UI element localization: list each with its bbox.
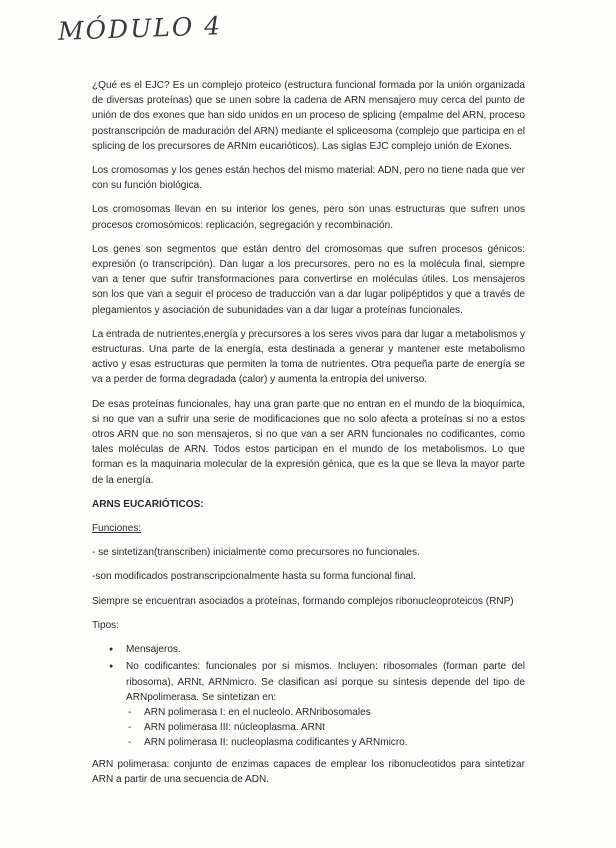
list-item <box>126 659 525 750</box>
tipo-no-codificantes: No codificantes: funcionales por si mismos. Incluyen: ribosomales (forman parte del ribosoma), ARNt, ARNmicro. Se clasifican así porque su síntesis depende del tipo de ARNpolimerasa. Se sintetizan en: <box>126 661 525 703</box>
funciones-label: Funciones: <box>92 523 142 535</box>
section-heading: ARNS EUCARIÓTICOS: <box>92 498 204 510</box>
funcion-item-2: -son modificados postranscripcionalmente hasta su forma funcional final. <box>92 571 416 583</box>
tipos-list <box>92 642 525 750</box>
paragraph-ejc: ¿Qué es el EJC? Es un complejo proteico (estructura funcional formada por la unión organizada de diversas proteínas) que se unen sobre la cadena de ARN mensajero muy cerca del punto de unión de dos exones que han sido unidos en un proceso de splicing (empalme del ARN, proceso postranscripción de maduración del ARN) mediante el spliceosoma (complejo que participa en el splicing de los precursores de ARNm eucarióticos). Las siglas EJC complejo unión de Exones. <box>92 80 525 152</box>
list-item <box>126 642 525 657</box>
tipos-label: Tipos: <box>92 619 119 631</box>
paragraph-genes: Los genes son segmentos que están dentro del cromosomas que sufren procesos génicos: expresión (o transcripción). Dan lugar a los precursores, pero no es la molécula final, siempre van a tener que sufrir transformaciones para convertirse en moléculas útiles. Los mensajeros son los que van a seguir el proceso de traducción van a dar lugar polipéptidos y que a través de plegamientos y asociación de subunidades van a dar lugar a proteínas funcionales. <box>92 243 525 316</box>
polimerasa-item: - ARN polimerasa II: nucleoplasma codificantes y ARNmicro. <box>144 735 525 750</box>
paragraph-proteinas: De esas proteínas funcionales, hay una gran parte que no entran en el mundo de la bioquímica, si no que van a sufrir una serie de modificaciones que no solo afecta a proteínas si no a estos otros ARN que no son mensajeros, si no que van a ser ARN funcionales no codificantes, como tales moléculas de ARN. Todos estos participan en el mundo de los metabolismos. Lo que forman es la maquinaria molecular de la expresión génica, que es la que se lleva la mayor parte de la energía. <box>92 398 525 486</box>
polimerasa-item: - ARN polimerasa I: en el nucleolo. ARNribosomales <box>144 705 525 720</box>
paragraph-energia: La entrada de nutrientes,energía y precursores a los seres vivos para dar lugar a metabolismos y estructuras. Una parte de la energía, esta destinada a generar y mantener este metabolismo activo y esas estructuras que permiten la toma de nutrientes. Otra pequeña parte de energía se va a perder de forma degradada (calor) y aumenta la entropía del universo. <box>92 328 525 386</box>
handwritten-title: MÓDULO 4 <box>57 11 223 46</box>
polimerasas-list <box>126 705 525 751</box>
paragraph-cromosomas-procesos: Los cromosomas llevan en su interior los genes, pero son unas estructuras que sufren unos procesos cromosómicos: replicación, segregación y recombinación. <box>92 204 525 231</box>
tipo-mensajeros: Mensajeros. <box>126 644 181 656</box>
paragraph-definicion: ARN polimerasa: conjunto de enzimas capaces de emplear los ribonucleotidos para sintetizar ARN a partir de una secuencia de ADN. <box>92 758 525 785</box>
rnp-note: Siempre se encuentran asociados a proteínas, formando complejos ribonucleoproteicos (RNP) <box>92 595 514 607</box>
paragraph-cromosomas-genes: Los cromosomas y los genes están hechos del mismo material: ADN, pero no tiene nada que ver con su función biológica. <box>92 165 525 192</box>
polimerasa-item: - ARN polimerasa III: núcleoplasma. ARNt <box>144 720 525 735</box>
funcion-item-1: - se sintetizan(transcriben) inicialmente como precursores no funcionales. <box>92 547 420 559</box>
document-body <box>92 78 525 796</box>
